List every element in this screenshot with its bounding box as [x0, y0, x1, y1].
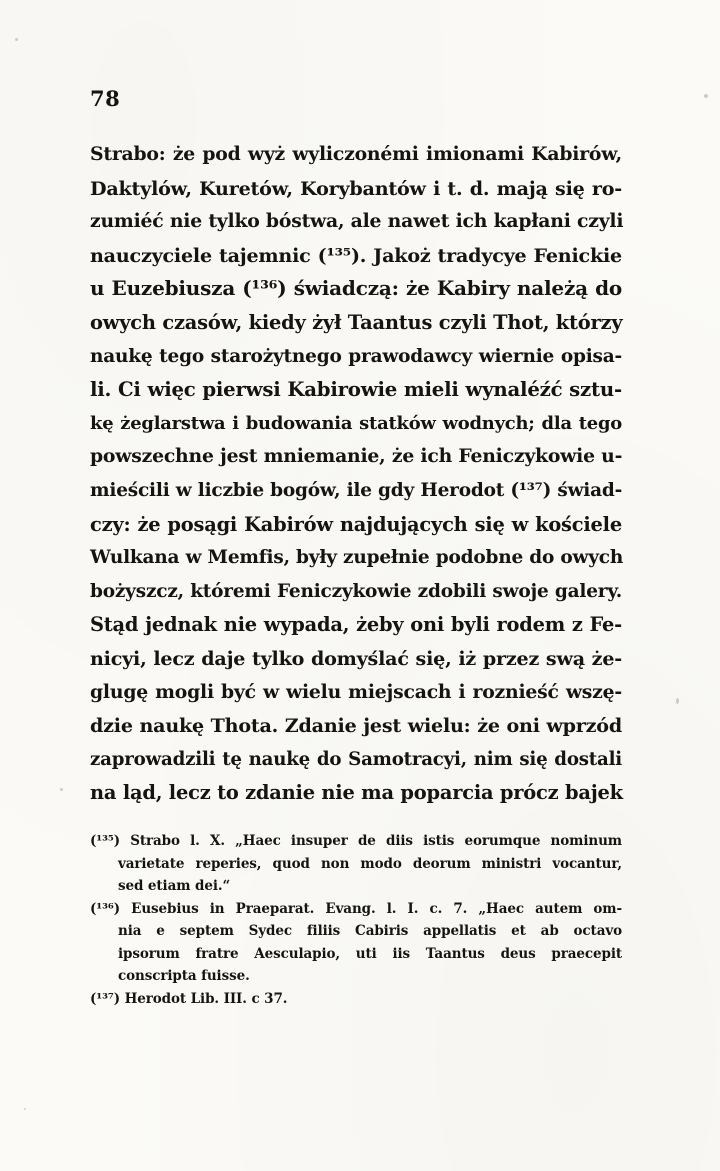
footnote-line: nia e septem Sydec filiis Cabiris appellatis et ab octavo: [118, 923, 622, 939]
text-line: Daktylów, Kuretów, Korybantów i t. d. mają się ro-: [90, 176, 622, 200]
text-line: li. Ci więc pierwsi Kabirowie mieli wynaléźć sztu-: [90, 378, 622, 402]
text-line: zumiéć nie tylko bóstwa, ale nawet ich kapłani czyli: [90, 210, 624, 233]
footnote-line: conscripta fuisse.: [118, 968, 250, 984]
text-line: owych czasów, kiedy żył Taantus czyli Thot, którzy: [90, 310, 623, 334]
footnote-line: sed etiam dei.“: [118, 878, 231, 894]
text-line: glugę mogli być w wielu miejscach i roznieść wszę-: [90, 680, 622, 703]
paper-speck: [676, 698, 679, 704]
text-line: czy: że posągi Kabirów najdujących się w kościele: [90, 512, 622, 536]
footnote-line: (¹³⁶) Eusebius in Praeparat. Evang. l. I. c. 7. „Haec autem om-: [90, 900, 622, 917]
footnote-135: [90, 830, 622, 898]
text-line: powszechne jest mniemanie, że ich Feniczykowie u-: [90, 445, 623, 468]
text-line: u Euzebiusza (¹³⁶) świadczą: że Kabiry należą do: [90, 276, 622, 301]
page-number: 78: [90, 86, 121, 111]
footnote-line: (¹³⁷) Herodot Lib. III. c 37.: [90, 990, 288, 1007]
paper-speck: [60, 788, 63, 791]
text-line: nauczyciele tajemnic (¹³⁵). Jakoż tradycye Fenickie: [90, 243, 622, 267]
text-line: bożyszcz, któremi Feniczykowie zdobili swoje galery.: [90, 580, 622, 602]
footnote-136: [90, 898, 622, 988]
footnote-line: ipsorum fratre Aesculapio, uti iis Taantus deus praecepit: [118, 945, 622, 962]
footnote-line: varietate reperies, quod non modo deorum ministri vocantur,: [118, 855, 622, 872]
text-line: zaprowadzili tę naukę do Samotracyi, nim się dostali: [90, 748, 622, 770]
footnote-137: [90, 988, 622, 1011]
text-line: kę żeglarstwa i budowania statków wodnych; dla tego: [90, 412, 622, 434]
footnote-line: (¹³⁵) Strabo l. X. „Haec insuper de diis istis eorumque nominum: [90, 833, 622, 849]
text-line: mieścili w liczbie bogów, ile gdy Herodot (¹³⁷) świad-: [90, 479, 623, 501]
paper-speck: [704, 94, 708, 98]
body-text: [90, 138, 622, 810]
paper-speck: [15, 38, 18, 41]
text-line: Stąd jednak nie wypada, żeby oni byli rodem z Fe-: [90, 613, 622, 637]
text-line: na ląd, lecz to zdanie nie ma poparcia prócz bajek: [90, 781, 623, 805]
text-line: naukę tego starożytnego prawodawcy wiernie opisa-: [90, 345, 622, 367]
footnotes: [90, 830, 622, 1010]
paper-speck: [24, 1108, 26, 1110]
text-line: dzie naukę Thota. Zdanie jest wielu: że oni wprzód: [90, 714, 622, 738]
text-line: Strabo: że pod wyż wyliczonémi imionami Kabirów,: [90, 143, 622, 165]
text-line: Wulkana w Memfis, były zupełnie podobne do owych: [90, 547, 624, 569]
text-line: nicyi, lecz daje tylko domyślać się, iż przez swą że-: [90, 646, 622, 670]
